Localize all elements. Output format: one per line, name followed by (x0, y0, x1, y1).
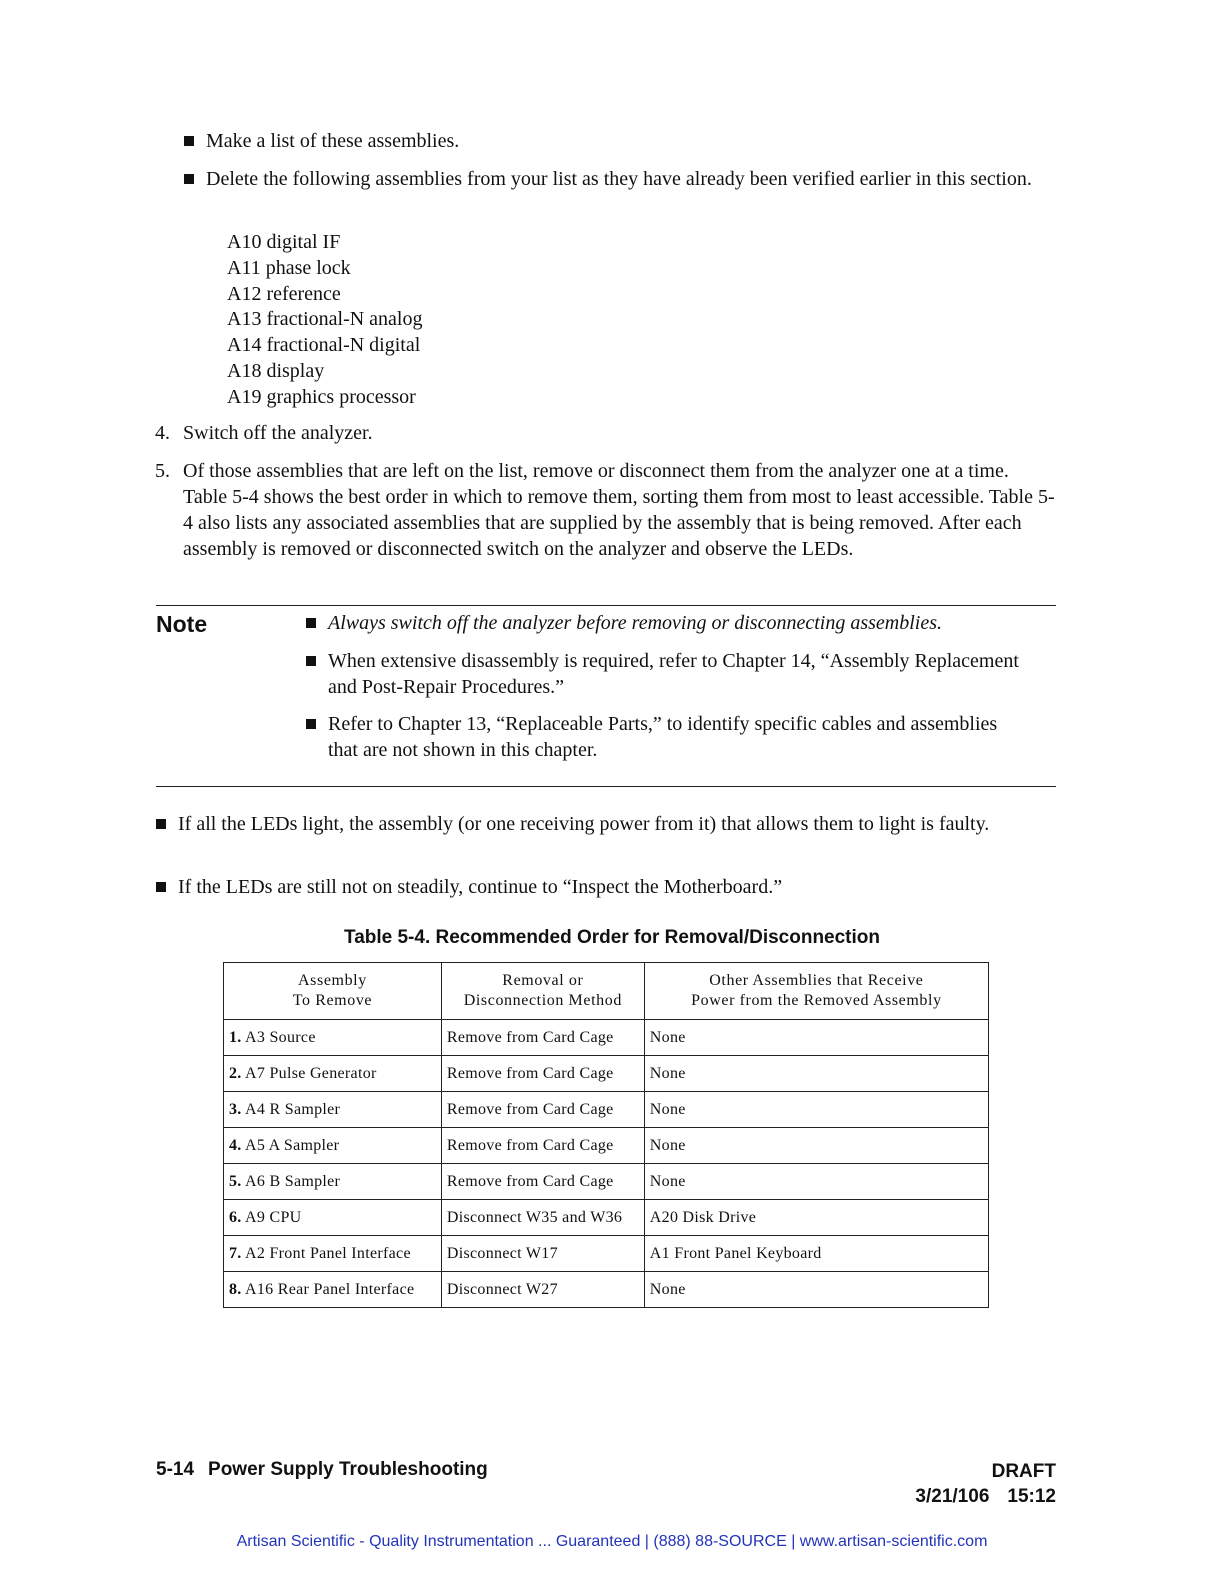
list-item: A12 reference (227, 282, 341, 305)
cell-assembly: 5. A6 B Sampler (224, 1164, 442, 1200)
cell-method: Disconnect W35 and W36 (441, 1200, 644, 1236)
cell-method: Disconnect W27 (441, 1272, 644, 1308)
cell-others: A20 Disk Drive (644, 1200, 988, 1236)
cell-others: None (644, 1020, 988, 1056)
bullet-text: If the LEDs are still not on steadily, continue to “Inspect the Motherboard.” (178, 876, 783, 898)
cell-assembly: 7. A2 Front Panel Interface (224, 1236, 442, 1272)
bullet-text: Make a list of these assemblies. (206, 130, 460, 152)
cell-assembly: 6. A9 CPU (224, 1200, 442, 1236)
step-number: 5. (155, 460, 170, 482)
cell-assembly: 3. A4 R Sampler (224, 1092, 442, 1128)
note-text: Always switch off the analyzer before removing or disconnecting assemblies. (328, 612, 942, 634)
bullet-text: Delete the following assemblies from your list as they have already been verified earlier in this section. (206, 168, 1032, 190)
cell-method: Remove from Card Cage (441, 1092, 644, 1128)
note-bottom-rule (156, 786, 1056, 787)
removal-order-table (223, 962, 989, 1308)
draft-timestamp (915, 1484, 1056, 1509)
draft-label: DRAFT (991, 1461, 1056, 1482)
note-top-rule (156, 605, 1056, 606)
cell-method: Remove from Card Cage (441, 1164, 644, 1200)
cell-method: Remove from Card Cage (441, 1020, 644, 1056)
table-row (224, 1056, 989, 1092)
cell-assembly: 2. A7 Pulse Generator (224, 1056, 442, 1092)
page-footer-right (915, 1459, 1056, 1509)
list-item: A14 fractional-N digital (227, 334, 421, 357)
table-row (224, 1092, 989, 1128)
bullet-square-icon (184, 136, 194, 146)
cell-method: Remove from Card Cage (441, 1056, 644, 1092)
bullet-square-icon (156, 819, 166, 829)
cell-method: Remove from Card Cage (441, 1128, 644, 1164)
step-number: 4. (155, 422, 170, 444)
table-row (224, 1164, 989, 1200)
cell-others: A1 Front Panel Keyboard (644, 1236, 988, 1272)
draft-date: 3/21/106 (915, 1486, 990, 1507)
bullet-square-icon (306, 656, 316, 666)
step-text: Switch off the analyzer. (183, 422, 373, 444)
cell-assembly: 8. A16 Rear Panel Interface (224, 1272, 442, 1308)
header-method: Removal or Disconnection Method (441, 963, 644, 1020)
cell-others: None (644, 1128, 988, 1164)
cell-others: None (644, 1164, 988, 1200)
section-title: Power Supply Troubleshooting (208, 1459, 488, 1480)
note-label: Note (156, 611, 208, 637)
bullet-text: If all the LEDs light, the assembly (or one receiving power from it) that allows them to light is faulty. (178, 813, 990, 835)
note-text: When extensive disassembly is required, refer to Chapter 14, “Assembly Replacement and Post-Repair Procedures.” (328, 650, 1019, 698)
table-row (224, 1200, 989, 1236)
note-text: Refer to Chapter 13, “Replaceable Parts,” to identify specific cables and assemblies that are not shown in this chapter. (328, 713, 998, 761)
page-number: 5-14 (156, 1459, 195, 1480)
step-text: Of those assemblies that are left on the list, remove or disconnect them from the analyzer one at a time. Table 5-4 shows the best order in which to remove them, sorting them from most to least accessible. Table 5-4 also lists any associated assemblies that are supplied by the assembly that is being removed. After each assembly is removed or disconnected switch on the analyzer and observe the LEDs. (183, 460, 1055, 560)
cell-others: None (644, 1272, 988, 1308)
cell-method: Disconnect W17 (441, 1236, 644, 1272)
cell-others: None (644, 1056, 988, 1092)
bullet-square-icon (184, 174, 194, 184)
table-caption: Table 5-4. Recommended Order for Removal/Disconnection (344, 927, 880, 948)
verified-assemblies-list (227, 229, 422, 410)
list-item: A18 display (227, 359, 325, 382)
cell-assembly: 4. A5 A Sampler (224, 1128, 442, 1164)
bullet-square-icon (306, 719, 316, 729)
table-row (224, 1128, 989, 1164)
draft-time: 15:12 (1007, 1486, 1056, 1507)
header-other-assemblies: Other Assemblies that Receive Power from the Removed Assembly (644, 963, 988, 1020)
page-footer-left (156, 1459, 488, 1481)
table-row (224, 1020, 989, 1056)
table-row (224, 1272, 989, 1308)
bullet-square-icon (306, 618, 316, 628)
artisan-banner-link[interactable]: Artisan Scientific - Quality Instrumentation ... Guaranteed | (888) 88-SOURCE | www.artisan-scientific.com (236, 1533, 988, 1550)
header-assembly: Assembly To Remove (224, 963, 442, 1020)
bullet-square-icon (156, 882, 166, 892)
cell-others: None (644, 1092, 988, 1128)
cell-assembly: 1. A3 Source (224, 1020, 442, 1056)
list-item: A13 fractional-N analog (227, 308, 423, 331)
list-item: A10 digital IF (227, 231, 341, 253)
table-header-row (224, 963, 989, 1020)
list-item: A19 graphics processor (227, 385, 416, 408)
list-item: A11 phase lock (227, 256, 351, 279)
table-row (224, 1236, 989, 1272)
